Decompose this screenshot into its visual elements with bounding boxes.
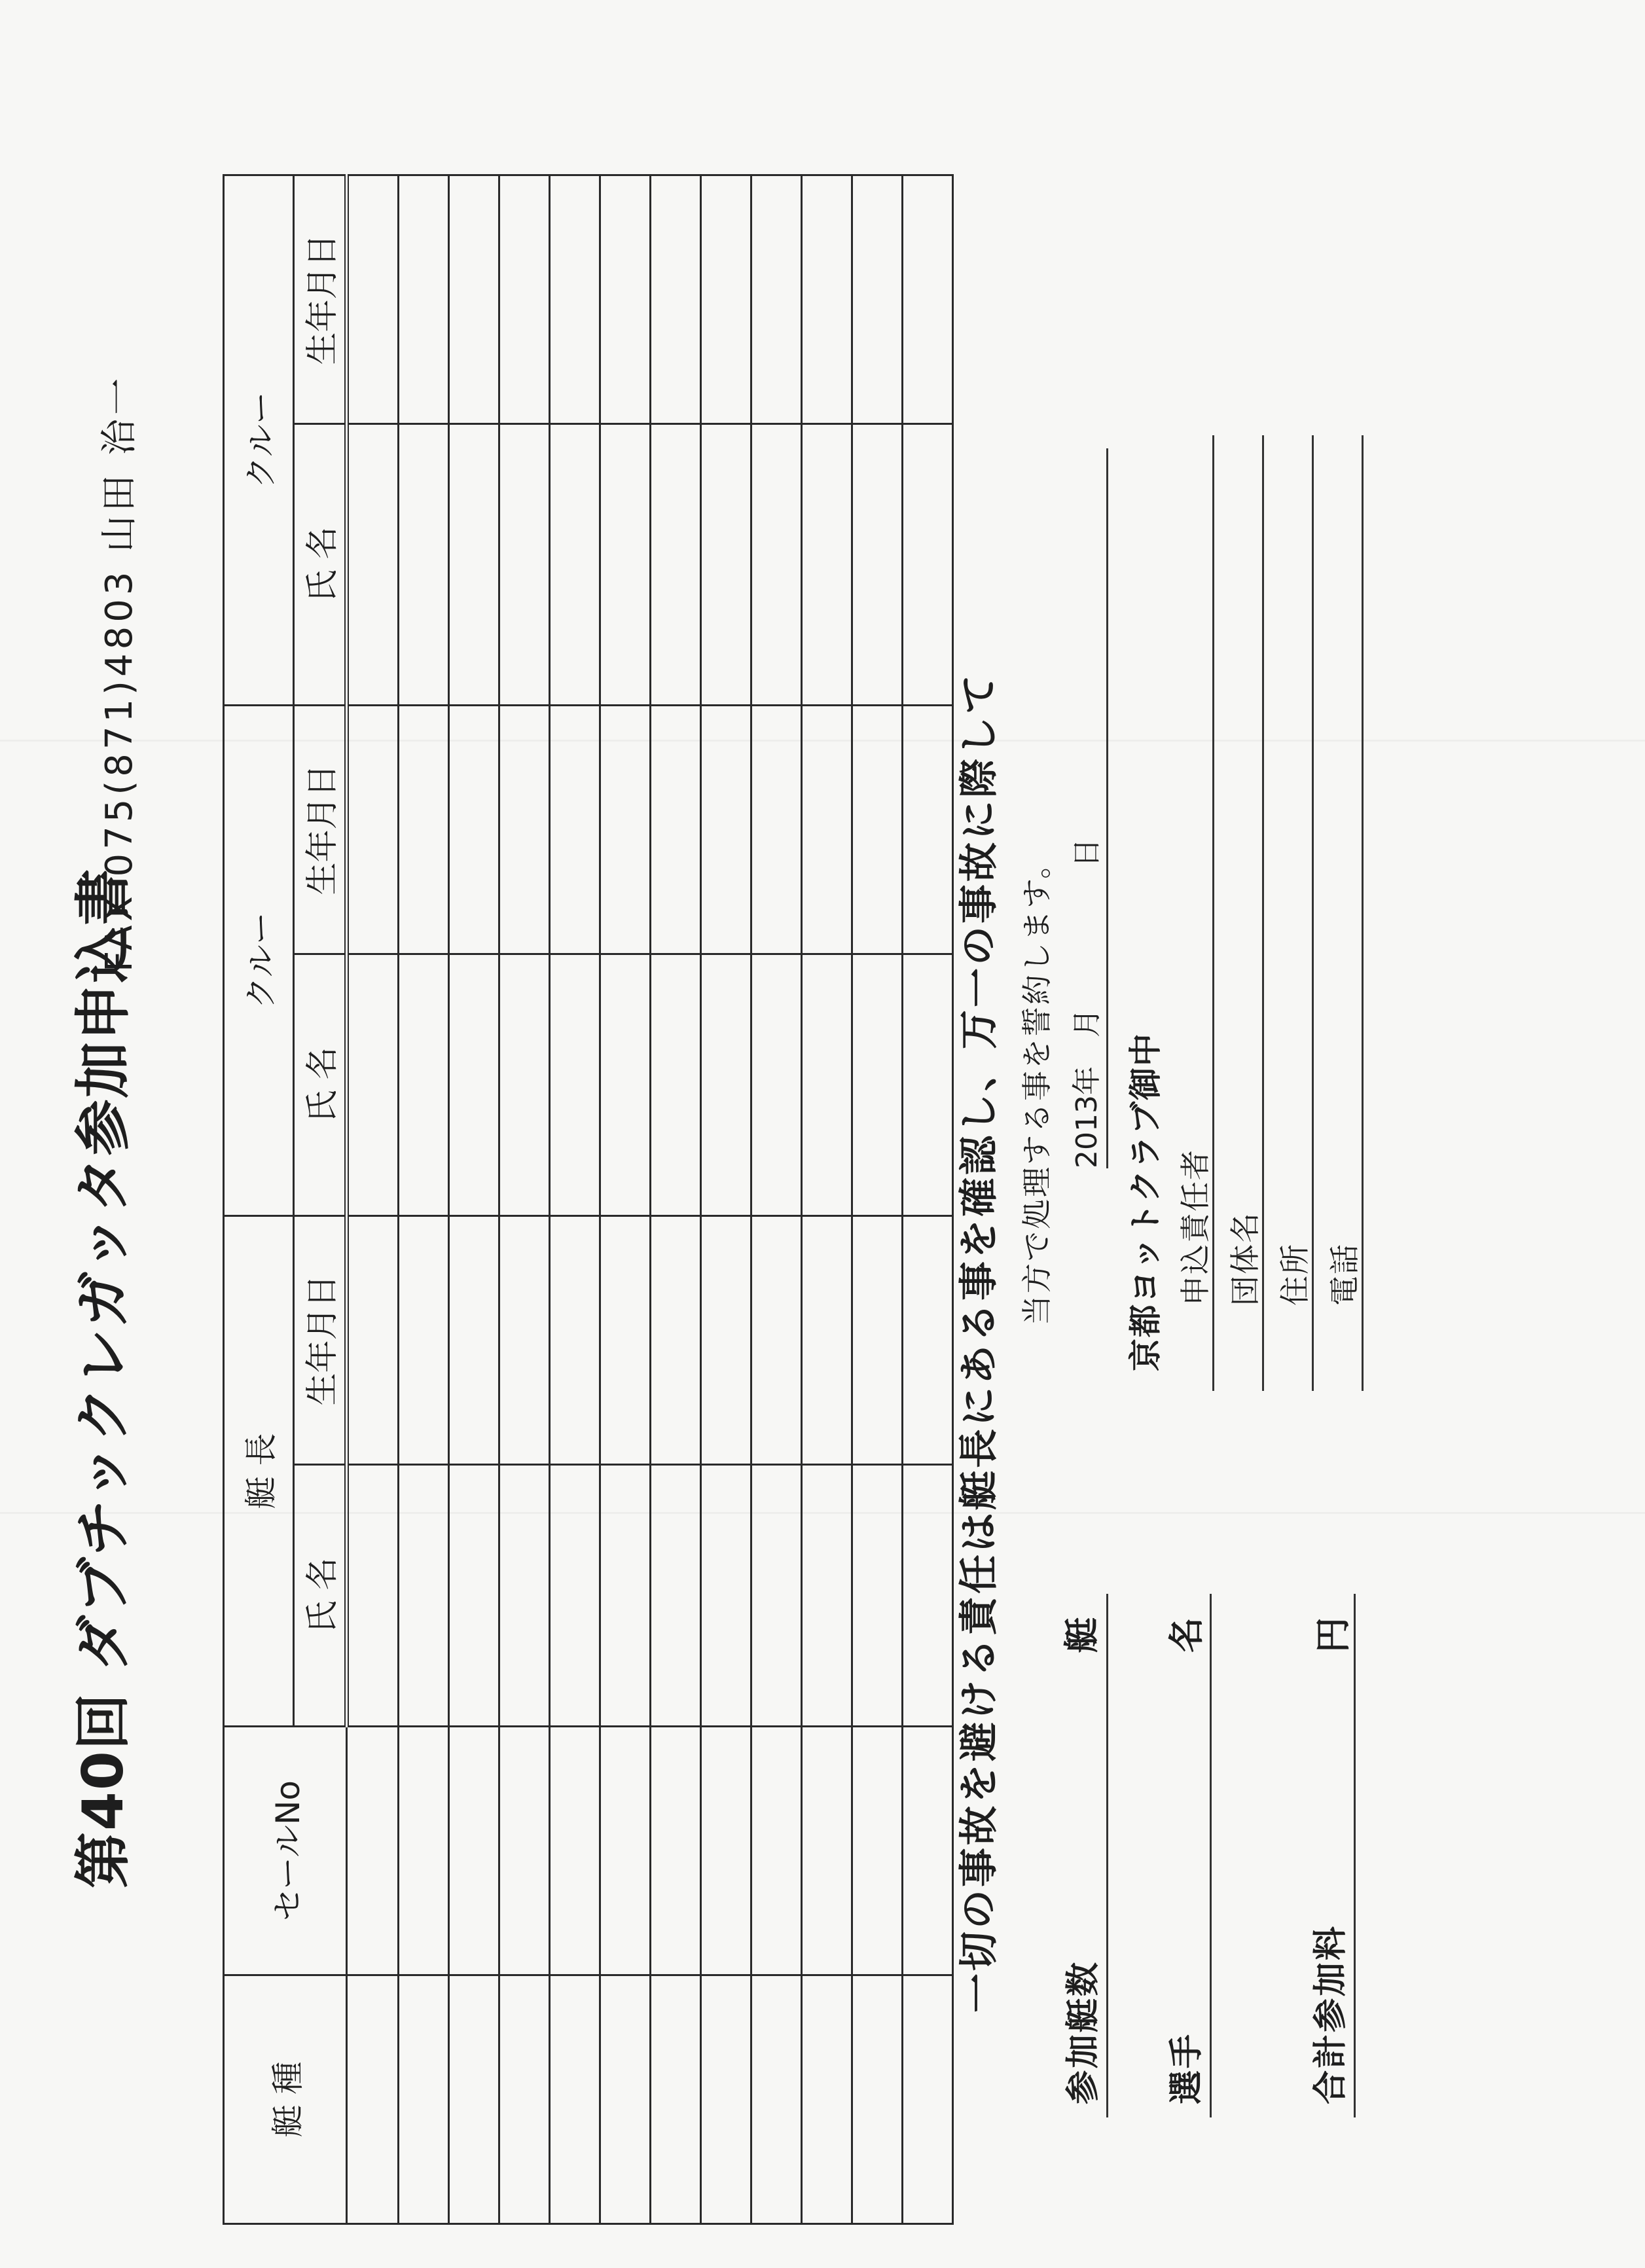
- entry-cell[interactable]: [550, 175, 600, 424]
- entry-cell[interactable]: [449, 954, 499, 1216]
- entry-cell[interactable]: [903, 1465, 953, 1727]
- entry-cell[interactable]: [852, 424, 903, 706]
- entry-cell[interactable]: [903, 1975, 953, 2224]
- entry-cell[interactable]: [701, 1727, 751, 1975]
- entry-cell[interactable]: [802, 175, 852, 424]
- header-crew2-name: 氏 名: [294, 424, 347, 706]
- field-team[interactable]: [1262, 435, 1264, 1391]
- table-row: [802, 175, 852, 2224]
- pledge-text: 一切の事故を避ける責任は艇長にある事を確認し、万一の事故に際して: [956, 672, 1002, 2013]
- entry-cell[interactable]: [701, 1216, 751, 1465]
- entry-cell[interactable]: [651, 1975, 701, 2224]
- entry-cell[interactable]: [802, 1465, 852, 1727]
- entry-cell[interactable]: [852, 954, 903, 1216]
- entry-cell[interactable]: [903, 706, 953, 954]
- field-address[interactable]: [1312, 435, 1314, 1391]
- header-crew2-birthdate: 生年月日: [294, 175, 347, 424]
- entry-cell[interactable]: [751, 1975, 802, 2224]
- entry-cell[interactable]: [701, 706, 751, 954]
- date-line[interactable]: [1106, 448, 1108, 1168]
- header-skipper-name: 氏 名: [294, 1465, 347, 1727]
- table-row: [600, 175, 651, 2224]
- entry-cell[interactable]: [347, 1975, 399, 2224]
- entry-cell[interactable]: [449, 1216, 499, 1465]
- form-title: 第40回 ダブチックレガッタ参加申込書: [71, 867, 136, 1888]
- table-row: [852, 175, 903, 2224]
- entry-cell[interactable]: [399, 175, 449, 424]
- table-row: [347, 175, 399, 2224]
- entry-cell[interactable]: [600, 1727, 651, 1975]
- label-boat-count: 参加艇数: [1064, 1960, 1103, 2104]
- entry-cell[interactable]: [499, 424, 550, 706]
- unit-yen: 円: [1312, 1617, 1354, 1653]
- entry-cell[interactable]: [852, 175, 903, 424]
- entry-cell[interactable]: [852, 706, 903, 954]
- table-row: [651, 175, 701, 2224]
- fax-number: FAX 075(871)4803 山田 治一: [98, 374, 141, 972]
- label-total-fee: 合計参加料: [1311, 1924, 1350, 2104]
- table-row: [903, 175, 953, 2224]
- table-row: [751, 175, 802, 2224]
- entry-cell[interactable]: [600, 954, 651, 1216]
- entry-cell[interactable]: [399, 1216, 449, 1465]
- entry-cell[interactable]: [600, 424, 651, 706]
- entry-cell[interactable]: [651, 954, 701, 1216]
- entry-cell[interactable]: [852, 1216, 903, 1465]
- entry-cell[interactable]: [449, 1975, 499, 2224]
- entry-cell[interactable]: [347, 175, 399, 424]
- entry-cell[interactable]: [550, 954, 600, 1216]
- entry-cell[interactable]: [852, 1975, 903, 2224]
- entry-cell[interactable]: [903, 954, 953, 1216]
- entry-cell[interactable]: [701, 1975, 751, 2224]
- field-responsible[interactable]: [1212, 435, 1214, 1391]
- label-address: 住所: [1277, 1243, 1312, 1306]
- entry-cell[interactable]: [903, 1727, 953, 1975]
- header-sail-no: セールNo: [224, 1727, 347, 1975]
- header-boat-type: 艇 種: [224, 1975, 347, 2224]
- entry-cell[interactable]: [399, 706, 449, 954]
- header-skipper-birthdate: 生年月日: [294, 1216, 347, 1465]
- entry-cell[interactable]: [802, 1216, 852, 1465]
- entry-cell[interactable]: [600, 1465, 651, 1727]
- addressee: 京都ヨットクラブ御中: [1127, 1032, 1165, 1371]
- entry-cell[interactable]: [347, 1727, 399, 1975]
- entry-cell[interactable]: [550, 1465, 600, 1727]
- entry-cell[interactable]: [399, 1465, 449, 1727]
- entry-cell[interactable]: [651, 706, 701, 954]
- entry-cell[interactable]: [852, 1727, 903, 1975]
- entry-cell[interactable]: [651, 1465, 701, 1727]
- entry-cell[interactable]: [751, 424, 802, 706]
- entry-rows: [347, 175, 953, 2224]
- entry-cell[interactable]: [802, 424, 852, 706]
- entry-cell[interactable]: [751, 954, 802, 1216]
- unit-boats: 艇: [1061, 1617, 1102, 1653]
- entry-cell[interactable]: [399, 1975, 449, 2224]
- entry-cell[interactable]: [449, 706, 499, 954]
- label-phone: 電話: [1327, 1243, 1362, 1306]
- entry-cell[interactable]: [701, 424, 751, 706]
- table-row: [701, 175, 751, 2224]
- entry-cell[interactable]: [550, 1975, 600, 2224]
- entry-cell[interactable]: [449, 424, 499, 706]
- entry-cell[interactable]: [600, 1216, 651, 1465]
- entry-cell[interactable]: [347, 1465, 399, 1727]
- entry-cell[interactable]: [802, 1727, 852, 1975]
- entry-cell[interactable]: [751, 1465, 802, 1727]
- entry-cell[interactable]: [701, 954, 751, 1216]
- entry-cell[interactable]: [600, 1975, 651, 2224]
- pledge-text-2: 当方で処理する事を誓約します。: [1019, 846, 1055, 1325]
- entry-cell[interactable]: [751, 1216, 802, 1465]
- entry-cell[interactable]: [751, 1727, 802, 1975]
- date-month: 月: [1070, 1009, 1104, 1037]
- entry-cell[interactable]: [550, 424, 600, 706]
- entry-cell[interactable]: [499, 706, 550, 954]
- field-players[interactable]: [1210, 1594, 1212, 2117]
- entry-cell[interactable]: [347, 1216, 399, 1465]
- entry-cell[interactable]: [449, 175, 499, 424]
- entry-cell[interactable]: [347, 424, 399, 706]
- date-year: 2013年: [1070, 1066, 1104, 1168]
- entry-cell[interactable]: [550, 1216, 600, 1465]
- entry-cell[interactable]: [802, 954, 852, 1216]
- entry-cell[interactable]: [651, 1727, 701, 1975]
- entry-cell[interactable]: [499, 1727, 550, 1975]
- entry-cell[interactable]: [651, 175, 701, 424]
- field-phone[interactable]: [1362, 435, 1364, 1391]
- label-team: 団体名: [1227, 1212, 1263, 1306]
- header-crew-1: クルー: [224, 706, 294, 1216]
- entry-cell[interactable]: [347, 954, 399, 1216]
- entry-cell[interactable]: [499, 954, 550, 1216]
- entry-cell[interactable]: [903, 424, 953, 706]
- label-players: 選手: [1167, 2032, 1206, 2104]
- field-total-fee[interactable]: [1354, 1594, 1356, 2117]
- header-crew1-birthdate: 生年月日: [294, 706, 347, 954]
- header-skipper: 艇 長: [224, 1216, 294, 1727]
- entry-cell[interactable]: [802, 706, 852, 954]
- entry-cell[interactable]: [751, 175, 802, 424]
- entry-cell[interactable]: [550, 1727, 600, 1975]
- entry-cell[interactable]: [499, 1216, 550, 1465]
- table-row: [449, 175, 499, 2224]
- entry-cell[interactable]: [550, 706, 600, 954]
- entry-cell[interactable]: [600, 706, 651, 954]
- entry-table: [223, 174, 954, 2225]
- entry-cell[interactable]: [852, 1465, 903, 1727]
- table-row: [399, 175, 449, 2224]
- entry-cell[interactable]: [449, 1727, 499, 1975]
- entry-cell[interactable]: [802, 1975, 852, 2224]
- header-crew1-name: 氏 名: [294, 954, 347, 1216]
- entry-cell[interactable]: [499, 175, 550, 424]
- entry-cell[interactable]: [449, 1465, 499, 1727]
- entry-cell[interactable]: [903, 175, 953, 424]
- table-row: [499, 175, 550, 2224]
- date-day: 日: [1070, 838, 1104, 867]
- entry-cell[interactable]: [399, 424, 449, 706]
- entry-cell[interactable]: [903, 1216, 953, 1465]
- entry-cell[interactable]: [701, 175, 751, 424]
- entry-cell[interactable]: [701, 1465, 751, 1727]
- field-boat-count[interactable]: [1106, 1594, 1108, 2117]
- entry-cell[interactable]: [399, 1727, 449, 1975]
- entry-cell[interactable]: [600, 175, 651, 424]
- label-responsible: 申込責任者: [1178, 1149, 1213, 1306]
- entry-cell[interactable]: [499, 1975, 550, 2224]
- entry-cell[interactable]: [751, 706, 802, 954]
- entry-cell[interactable]: [347, 706, 399, 954]
- header-crew-2: クルー: [224, 175, 294, 706]
- entry-cell[interactable]: [651, 1216, 701, 1465]
- entry-cell[interactable]: [499, 1465, 550, 1727]
- table-row: [550, 175, 600, 2224]
- unit-players: 名: [1166, 1617, 1207, 1653]
- entry-cell[interactable]: [399, 954, 449, 1216]
- entry-cell[interactable]: [651, 424, 701, 706]
